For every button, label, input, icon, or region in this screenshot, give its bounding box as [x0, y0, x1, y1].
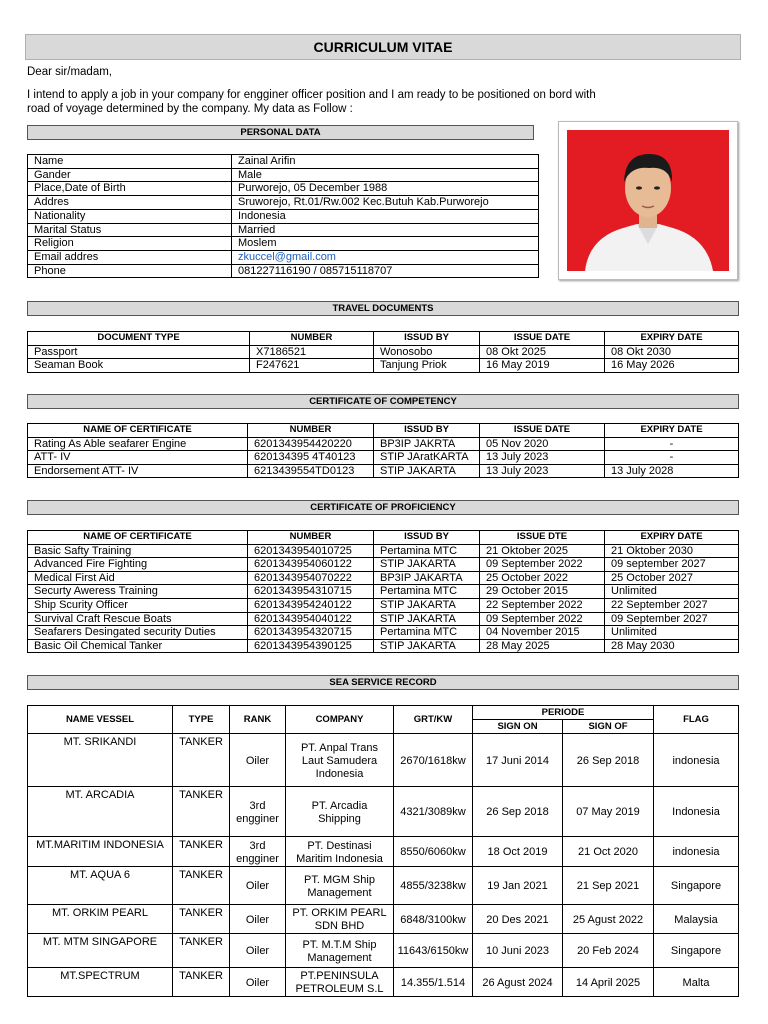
personal-label: Place,Date of Birth [28, 182, 232, 196]
table-cell: 6201343954420220 [248, 437, 374, 451]
sea-grt: 11643/6150kw [394, 934, 473, 968]
table-cell: 28 May 2030 [605, 639, 739, 653]
table-cell: 13 July 2028 [605, 464, 739, 478]
sea-on: 26 Agust 2024 [473, 968, 563, 997]
table-row [28, 787, 739, 837]
personal-value: Married [232, 223, 539, 237]
table-cell: 620134395 4T40123 [248, 451, 374, 465]
col-rank: RANK [230, 706, 286, 734]
sea-flag: Singapore [654, 867, 739, 905]
proficiency-heading: CERTIFICATE OF PROFICIENCY [27, 500, 739, 515]
sea-vessel: MT.SPECTRUM [28, 968, 173, 997]
table-cell: - [605, 451, 739, 465]
sea-type: TANKER [173, 905, 230, 934]
sea-rank: 3rd engginer [230, 787, 286, 837]
sea-grt: 6848/3100kw [394, 905, 473, 934]
column-header: NUMBER [248, 531, 374, 545]
table-cell: 13 July 2023 [480, 451, 605, 465]
sea-on: 19 Jan 2021 [473, 867, 563, 905]
table-cell: STIP JAKARTA [374, 598, 480, 612]
table-cell: - [605, 437, 739, 451]
sea-company: PT. Arcadia Shipping [286, 787, 394, 837]
column-header: ISSUE DATE [480, 424, 605, 438]
table-cell: 08 Okt 2030 [605, 345, 739, 359]
sea-rank: Oiler [230, 968, 286, 997]
table-cell: Passport [28, 345, 250, 359]
table-cell: STIP JAratKARTA [374, 451, 480, 465]
table-row [28, 905, 739, 934]
personal-label: Nationality [28, 209, 232, 223]
column-header: NAME OF CERTIFICATE [28, 424, 248, 438]
sea-service-table [27, 705, 739, 997]
personal-data-table [27, 154, 539, 278]
table-cell: Rating As Able seafarer Engine [28, 437, 248, 451]
table-row [28, 223, 539, 237]
table-cell: 04 November 2015 [480, 626, 605, 640]
sea-on: 17 Juni 2014 [473, 734, 563, 787]
column-header: EXPIRY DATE [605, 332, 739, 346]
sea-type: TANKER [173, 867, 230, 905]
personal-data-heading: PERSONAL DATA [27, 125, 534, 140]
col-company: COMPANY [286, 706, 394, 734]
col-sign-on: SIGN ON [473, 720, 563, 734]
column-header: ISSUE DTE [480, 531, 605, 545]
sea-flag: Singapore [654, 934, 739, 968]
table-cell: Seafarers Desingated security Duties [28, 626, 248, 640]
sea-flag: Malta [654, 968, 739, 997]
competency-heading: CERTIFICATE OF COMPETENCY [27, 394, 739, 409]
sea-vessel: MT. ARCADIA [28, 787, 173, 837]
table-row [28, 639, 739, 653]
column-header: ISSUD BY [374, 424, 480, 438]
personal-value: 081227116190 / 085715118707 [232, 264, 539, 278]
table-cell: Advanced Fire Fighting [28, 558, 248, 572]
greeting: Dear sir/madam, [27, 66, 112, 78]
travel-documents-heading: TRAVEL DOCUMENTS [27, 301, 739, 316]
sea-off: 20 Feb 2024 [563, 934, 654, 968]
table-row [28, 558, 739, 572]
table-cell: 28 May 2025 [480, 639, 605, 653]
table-cell: 16 May 2019 [480, 359, 605, 373]
personal-value: Purworejo, 05 December 1988 [232, 182, 539, 196]
personal-label: Religion [28, 237, 232, 251]
table-row [28, 585, 739, 599]
table-row [28, 734, 739, 787]
table-row [28, 250, 539, 264]
sea-company: PT. ORKIM PEARL SDN BHD [286, 905, 394, 934]
personal-label: Name [28, 155, 232, 169]
sea-vessel: MT. AQUA 6 [28, 867, 173, 905]
person-photo-icon [567, 130, 729, 271]
sea-vessel: MT.MARITIM INDONESIA [28, 837, 173, 867]
table-cell: Ship Scurity Officer [28, 598, 248, 612]
column-header: ISSUE DATE [480, 332, 605, 346]
table-row [28, 437, 739, 451]
table-cell: BP3IP JAKARTA [374, 571, 480, 585]
column-header: NUMBER [248, 424, 374, 438]
table-cell: 16 May 2026 [605, 359, 739, 373]
sea-off: 26 Sep 2018 [563, 734, 654, 787]
table-cell: Securty Aweress Training [28, 585, 248, 599]
table-row [28, 359, 739, 373]
sea-company: PT.PENINSULA PETROLEUM S.L [286, 968, 394, 997]
intro-line-2: road of voyage determined by the company. My data as Follow : [27, 103, 353, 115]
sea-on: 20 Des 2021 [473, 905, 563, 934]
sea-type: TANKER [173, 787, 230, 837]
table-cell: Basic Oil Chemical Tanker [28, 639, 248, 653]
table-cell: 08 Okt 2025 [480, 345, 605, 359]
table-cell: 29 October 2015 [480, 585, 605, 599]
table-cell: 6201343954310715 [248, 585, 374, 599]
sea-rank: 3rd engginer [230, 837, 286, 867]
sea-vessel: MT. ORKIM PEARL [28, 905, 173, 934]
table-cell: BP3IP JAKRTA [374, 437, 480, 451]
sea-grt: 8550/6060kw [394, 837, 473, 867]
table-row [28, 345, 739, 359]
personal-label: Marital Status [28, 223, 232, 237]
sea-company: PT. Anpal Trans Laut Samudera Indonesia [286, 734, 394, 787]
sea-rank: Oiler [230, 934, 286, 968]
column-header: NAME OF CERTIFICATE [28, 531, 248, 545]
table-cell: 6201343954010725 [248, 544, 374, 558]
sea-off: 14 April 2025 [563, 968, 654, 997]
table-row [28, 209, 539, 223]
col-type: TYPE [173, 706, 230, 734]
table-row [28, 168, 539, 182]
table-cell: 09 september 2027 [605, 558, 739, 572]
sea-grt: 2670/1618kw [394, 734, 473, 787]
table-row [28, 544, 739, 558]
table-cell: 09 September 2022 [480, 558, 605, 572]
table-row [28, 867, 739, 905]
table-row [28, 598, 739, 612]
sea-rank: Oiler [230, 734, 286, 787]
table-cell: Pertamina MTC [374, 544, 480, 558]
sea-type: TANKER [173, 734, 230, 787]
col-name-vessel: NAME VESSEL [28, 706, 173, 734]
sea-grt: 4855/3238kw [394, 867, 473, 905]
sea-type: TANKER [173, 968, 230, 997]
sea-type: TANKER [173, 837, 230, 867]
table-cell: 09 September 2022 [480, 612, 605, 626]
competency-table [27, 423, 739, 478]
sea-vessel: MT. SRIKANDI [28, 734, 173, 787]
intro-line-1: I intend to apply a job in your company for engginer officer position and I am ready to be positioned on bord with [27, 89, 596, 101]
table-cell: Survival Craft Rescue Boats [28, 612, 248, 626]
sea-flag: indonesia [654, 734, 739, 787]
table-row [28, 451, 739, 465]
table-cell: 6201343954390125 [248, 639, 374, 653]
table-row [28, 464, 739, 478]
table-cell: 6201343954320715 [248, 626, 374, 640]
proficiency-table [27, 530, 739, 653]
col-periode: PERIODE [473, 706, 654, 720]
table-cell: 6213439554TD0123 [248, 464, 374, 478]
table-cell: 6201343954040122 [248, 612, 374, 626]
sea-off: 25 Agust 2022 [563, 905, 654, 934]
personal-value: Indonesia [232, 209, 539, 223]
sea-grt: 4321/3089kw [394, 787, 473, 837]
table-cell: 6201343954060122 [248, 558, 374, 572]
sea-off: 21 Sep 2021 [563, 867, 654, 905]
table-row [28, 837, 739, 867]
table-cell: 21 Oktober 2025 [480, 544, 605, 558]
sea-rank: Oiler [230, 867, 286, 905]
personal-label: Phone [28, 264, 232, 278]
personal-value: Zainal Arifin [232, 155, 539, 169]
personal-value: Male [232, 168, 539, 182]
col-grt: GRT/KW [394, 706, 473, 734]
table-row [28, 571, 739, 585]
column-header: ISSUD BY [374, 332, 480, 346]
table-cell: Pertamina MTC [374, 626, 480, 640]
page-title: CURRICULUM VITAE [25, 34, 741, 60]
personal-value: Moslem [232, 237, 539, 251]
sea-on: 18 Oct 2019 [473, 837, 563, 867]
sea-service-heading: SEA SERVICE RECORD [27, 675, 739, 690]
sea-on: 26 Sep 2018 [473, 787, 563, 837]
table-cell: 6201343954070222 [248, 571, 374, 585]
table-cell: Unlimited [605, 626, 739, 640]
column-header: EXPIRY DATE [605, 531, 739, 545]
table-row [28, 264, 539, 278]
column-header: EXPIRY DATE [605, 424, 739, 438]
personal-label: Email addres [28, 250, 232, 264]
table-cell: STIP JAKARTA [374, 612, 480, 626]
column-header: NUMBER [250, 332, 374, 346]
table-cell: ATT- IV [28, 451, 248, 465]
table-cell: 13 July 2023 [480, 464, 605, 478]
table-cell: Tanjung Priok [374, 359, 480, 373]
col-sign-off: SIGN OF [563, 720, 654, 734]
table-cell: STIP JAKARTA [374, 464, 480, 478]
table-cell: Seaman Book [28, 359, 250, 373]
column-header: DOCUMENT TYPE [28, 332, 250, 346]
table-cell: STIP JAKARTA [374, 558, 480, 572]
table-cell: Unlimited [605, 585, 739, 599]
profile-photo [558, 121, 738, 280]
sea-grt: 14.355/1.514 [394, 968, 473, 997]
table-row [28, 968, 739, 997]
table-cell: 05 Nov 2020 [480, 437, 605, 451]
sea-company: PT. M.T.M Ship Management [286, 934, 394, 968]
table-cell: Endorsement ATT- IV [28, 464, 248, 478]
sea-flag: Indonesia [654, 787, 739, 837]
table-cell: Basic Safty Training [28, 544, 248, 558]
table-cell: 6201343954240122 [248, 598, 374, 612]
table-row [28, 626, 739, 640]
table-row [28, 155, 539, 169]
personal-value: Sruworejo, Rt.01/Rw.002 Kec.Butuh Kab.Purworejo [232, 196, 539, 210]
sea-on: 10 Juni 2023 [473, 934, 563, 968]
table-row [28, 196, 539, 210]
table-row [28, 612, 739, 626]
table-cell: X7186521 [250, 345, 374, 359]
personal-label: Addres [28, 196, 232, 210]
table-cell: 21 Oktober 2030 [605, 544, 739, 558]
table-cell: 25 October 2022 [480, 571, 605, 585]
table-cell: 25 October 2027 [605, 571, 739, 585]
table-row [28, 934, 739, 968]
table-cell: Pertamina MTC [374, 585, 480, 599]
table-cell: F247621 [250, 359, 374, 373]
sea-flag: indonesia [654, 837, 739, 867]
personal-label: Gander [28, 168, 232, 182]
sea-rank: Oiler [230, 905, 286, 934]
column-header: ISSUD BY [374, 531, 480, 545]
table-cell: 22 September 2022 [480, 598, 605, 612]
personal-value: zkuccel@gmail.com [232, 250, 539, 264]
sea-vessel: MT. MTM SINGAPORE [28, 934, 173, 968]
table-cell: 22 September 2027 [605, 598, 739, 612]
col-flag: FLAG [654, 706, 739, 734]
table-row [28, 237, 539, 251]
sea-off: 07 May 2019 [563, 787, 654, 837]
sea-type: TANKER [173, 934, 230, 968]
table-cell: 09 September 2027 [605, 612, 739, 626]
travel-documents-table [27, 331, 739, 373]
sea-company: PT. MGM Ship Management [286, 867, 394, 905]
table-cell: STIP JAKARTA [374, 639, 480, 653]
sea-flag: Malaysia [654, 905, 739, 934]
table-cell: Medical First Aid [28, 571, 248, 585]
sea-off: 21 Oct 2020 [563, 837, 654, 867]
table-row [28, 182, 539, 196]
sea-company: PT. Destinasi Maritim Indonesia [286, 837, 394, 867]
table-cell: Wonosobo [374, 345, 480, 359]
